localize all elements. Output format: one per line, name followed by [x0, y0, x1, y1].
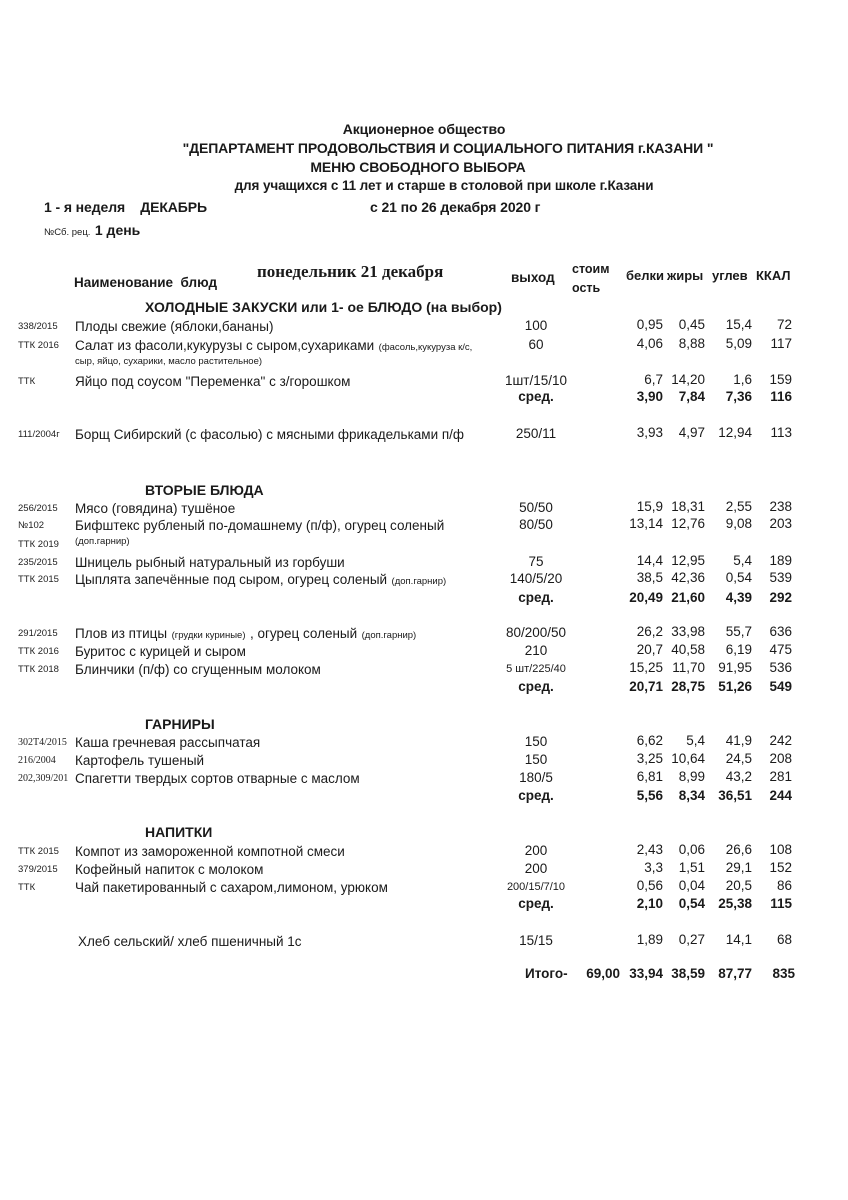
dish-kcal: 281: [769, 769, 792, 784]
dish-carbs: 24,5: [725, 751, 752, 766]
dish-protein: 15,9: [636, 499, 663, 514]
dish-protein: 0,56: [636, 878, 663, 893]
dish-fat: 12,76: [671, 516, 705, 531]
dish-name: Картофель тушеный: [75, 753, 205, 768]
dish-yield: 140/5/20: [509, 571, 563, 586]
recipe-code: ТТК 2018: [18, 664, 59, 675]
dish-protein: 4,06: [636, 336, 663, 351]
avg-kcal: 244: [769, 788, 792, 803]
dish-name-line: [75, 554, 345, 572]
dish-carbs: 55,7: [725, 624, 752, 639]
dish-yield: 100: [524, 318, 548, 333]
bread-kcal: 68: [776, 932, 792, 947]
recipe-code-secondary: ТТК 2019: [18, 539, 59, 550]
recipe-day-line: [44, 222, 140, 240]
avg-fat: 21,60: [671, 590, 705, 605]
recipe-code: ТТК: [18, 376, 36, 387]
dish-carbs: 2,55: [725, 499, 752, 514]
recipe-code: 256/2015: [18, 503, 58, 514]
dish-yield: 150: [524, 752, 548, 767]
dish-kcal: 539: [769, 570, 792, 585]
dish-kcal: 189: [769, 553, 792, 568]
dish-protein: 3,25: [636, 751, 663, 766]
bread-carbs: 14,1: [725, 932, 752, 947]
avg-protein: 2,10: [636, 896, 663, 911]
dish-kcal: 238: [769, 499, 792, 514]
recipe-no-label: №Сб. рец.: [44, 227, 91, 238]
dish-carbs: 29,1: [725, 860, 752, 875]
avg-label: сред.: [518, 788, 554, 803]
dish-yield: 150: [524, 734, 548, 749]
dish-carbs: 20,5: [725, 878, 752, 893]
total-protein: 33,94: [629, 966, 663, 981]
avg-protein: 5,56: [636, 788, 663, 803]
dish-fat: 0,45: [678, 317, 705, 332]
total-fat: 38,59: [671, 966, 705, 981]
avg-kcal: 116: [770, 389, 792, 404]
bread-protein: 1,89: [636, 932, 663, 947]
section-title-drinks: НАПИТКИ: [145, 824, 213, 840]
dish-carbs: 9,08: [725, 516, 752, 531]
dish-name-tail: , огурец соленый: [249, 626, 358, 641]
dish-note: (фасоль,кукуруза к/с,: [378, 342, 473, 353]
dish-name: Спагетти твердых сортов отварные с маслом: [75, 771, 360, 786]
dish-name: Каша гречневая рассыпчатая: [75, 735, 261, 750]
dish-fat: 8,99: [678, 769, 705, 784]
dish-name-line: [75, 879, 388, 897]
recipe-code: 235/2015: [18, 557, 58, 568]
avg-fat: 0,54: [678, 896, 705, 911]
col-kcal-header: ККАЛ: [756, 268, 791, 283]
dish-name-line: [75, 318, 273, 336]
recipe-code: ТТК 2016: [18, 646, 59, 657]
dish-carbs: 12,94: [718, 425, 752, 440]
dish-name: Мясо (говядина) тушёное: [75, 501, 236, 516]
dish-kcal: 208: [769, 751, 792, 766]
dish-protein: 6,7: [644, 372, 663, 387]
dish-name-line: [75, 843, 345, 861]
dish-yield: 210: [524, 643, 548, 658]
dish-name-line: [75, 517, 444, 535]
dish-note: (грудки куриные): [171, 630, 246, 641]
dish-carbs: 5,4: [733, 553, 752, 568]
dish-name-line: [75, 373, 350, 391]
avg-fat: 7,84: [678, 389, 705, 404]
avg-kcal: 115: [770, 896, 792, 911]
dish-name-line: [75, 625, 416, 643]
dish-name: Цыплята запечённые под сыром, огурец соленый: [75, 572, 388, 587]
dish-name: Плов из птицы: [75, 626, 168, 641]
section-title-cold: ХОЛОДНЫЕ ЗАКУСКИ или 1- ое БЛЮДО (на выбор): [145, 299, 502, 315]
dish-name-line: [75, 500, 235, 518]
dish-fat: 40,58: [671, 642, 705, 657]
dish-name-line: [75, 337, 472, 355]
avg-protein: 20,49: [629, 590, 663, 605]
dish-name: Компот из замороженной компотной смеси: [75, 844, 345, 859]
section-title-sides: ГАРНИРЫ: [145, 716, 215, 732]
avg-label: сред.: [518, 590, 554, 605]
day-label: 1 день: [94, 222, 141, 238]
dish-kcal: 242: [769, 733, 792, 748]
col-cost-header-1: стоим: [572, 262, 610, 276]
recipe-code: 338/2015: [18, 321, 58, 332]
avg-fat: 28,75: [671, 679, 705, 694]
avg-protein: 20,71: [629, 679, 663, 694]
dish-name: Чай пакетированный с сахаром,лимоном, урюком: [75, 880, 388, 895]
dish-kcal: 72: [776, 317, 792, 332]
avg-label: сред.: [518, 896, 554, 911]
audience-line: для учащихся с 11 лет и старше в столовой при школе г.Казани: [234, 178, 654, 193]
col-carbs-header: углев: [712, 268, 748, 283]
dish-kcal: 86: [776, 878, 792, 893]
dish-name: Борщ Сибирский (с фасолью) с мясными фрикадельками п/ф: [75, 427, 465, 442]
dish-protein: 3,93: [636, 425, 663, 440]
dish-name: Кофейный напиток с молоком: [75, 862, 264, 877]
dish-yield: 1шт/15/10: [504, 373, 568, 388]
col-protein-header: белки: [626, 268, 665, 283]
dish-kcal: 475: [769, 642, 792, 657]
dish-yield: 80/200/50: [505, 625, 567, 640]
dish-protein: 6,62: [636, 733, 663, 748]
dish-fat: 0,04: [678, 878, 705, 893]
avg-fat: 8,34: [678, 788, 705, 803]
dish-yield: 80/50: [519, 517, 553, 532]
dish-kcal: 636: [769, 624, 792, 639]
dish-name-line: [75, 426, 464, 444]
dish-name-line: [75, 752, 204, 770]
avg-protein: 3,90: [636, 389, 663, 404]
dish-kcal: 113: [770, 425, 792, 440]
dish-protein: 6,81: [636, 769, 663, 784]
dish-name-line: [75, 661, 321, 679]
col-fat-header: жиры: [667, 268, 704, 283]
dish-kcal: 117: [770, 336, 792, 351]
dish-carbs: 91,95: [718, 660, 752, 675]
avg-carbs: 4,39: [725, 590, 752, 605]
col-name-header: Наименование блюд: [74, 275, 218, 290]
dish-protein: 13,14: [629, 516, 663, 531]
recipe-code: 111/2004г: [18, 429, 60, 440]
dish-name: Яйцо под соусом "Переменка" с з/горошком: [75, 374, 351, 389]
dish-protein: 0,95: [636, 317, 663, 332]
dish-protein: 15,25: [629, 660, 663, 675]
recipe-code: 216/2004: [18, 755, 56, 766]
dish-note-continued: сыр, яйцо, сухарики, масло растительное): [75, 356, 263, 367]
dish-kcal: 159: [769, 372, 792, 387]
dish-name-line: [75, 861, 263, 879]
avg-kcal: 549: [769, 679, 792, 694]
period-label: с 21 по 26 декабря 2020 г: [370, 199, 541, 215]
dish-note: (доп.гарнир): [391, 576, 447, 587]
dish-protein: 26,2: [636, 624, 663, 639]
bread-yield: 15/15: [519, 933, 553, 948]
dish-name: Салат из фасоли,кукурузы с сыром,сухариками: [75, 338, 375, 353]
org-type: Акционерное общество: [342, 121, 506, 137]
dish-name: Буритос с курицей и сыром: [75, 644, 246, 659]
dish-yield: 50/50: [519, 500, 553, 515]
dish-name-line: [75, 643, 246, 661]
avg-carbs: 36,51: [718, 788, 752, 803]
dish-yield: 75: [528, 554, 544, 569]
dish-yield: 200: [524, 843, 548, 858]
recipe-code: ТТК 2016: [18, 340, 59, 351]
dish-protein: 38,5: [636, 570, 663, 585]
dish-name-line: [75, 734, 260, 752]
dish-note-tail: (доп.гарнир): [361, 630, 417, 641]
dish-carbs: 41,9: [725, 733, 752, 748]
avg-label: сред.: [518, 389, 554, 404]
dish-kcal: 203: [769, 516, 792, 531]
dish-fat: 18,31: [671, 499, 705, 514]
recipe-code: 291/2015: [18, 628, 58, 639]
dish-fat: 4,97: [678, 425, 705, 440]
total-kcal: 835: [772, 966, 795, 981]
section-title-mains: ВТОРЫЕ БЛЮДА: [145, 482, 264, 498]
bread-fat: 0,27: [678, 932, 705, 947]
total-carbs: 87,77: [718, 966, 752, 981]
col-cost-header-2: ость: [572, 281, 601, 295]
dish-fat: 14,20: [671, 372, 705, 387]
recipe-code: ТТК 2015: [18, 846, 59, 857]
dish-name: Бифштекс рубленый по-домашнему (п/ф), огурец соленый: [75, 518, 445, 533]
dish-fat: 1,51: [678, 860, 705, 875]
dish-yield: 60: [528, 337, 544, 352]
dish-fat: 12,95: [671, 553, 705, 568]
dish-carbs: 6,19: [725, 642, 752, 657]
recipe-code: 302Т4/2015: [18, 737, 67, 748]
avg-carbs: 51,26: [718, 679, 752, 694]
dish-fat: 33,98: [671, 624, 705, 639]
dish-fat: 11,70: [672, 660, 705, 675]
org-name: "ДЕПАРТАМЕНТ ПРОДОВОЛЬСТВИЯ И СОЦИАЛЬНОГО ПИТАНИЯ г.КАЗАНИ ": [182, 140, 714, 156]
dish-fat: 42,36: [671, 570, 705, 585]
dish-yield: 200/15/7/10: [506, 881, 566, 893]
day-title: понедельник 21 декабря: [257, 262, 444, 281]
dish-protein: 2,43: [636, 842, 663, 857]
dish-fat: 0,06: [678, 842, 705, 857]
dish-yield: 5 шт/225/40: [506, 663, 566, 675]
dish-carbs: 26,6: [725, 842, 752, 857]
recipe-code: 202,309/201: [18, 773, 69, 784]
dish-kcal: 536: [769, 660, 792, 675]
dish-note-continued: (доп.гарнир): [75, 536, 130, 547]
total-label: Итого-: [525, 966, 568, 981]
dish-carbs: 43,2: [725, 769, 752, 784]
dish-yield: 180/5: [519, 770, 553, 785]
recipe-code: 379/2015: [18, 864, 58, 875]
dish-fat: 5,4: [686, 733, 705, 748]
menu-title: МЕНЮ СВОБОДНОГО ВЫБОРА: [310, 159, 526, 175]
dish-kcal: 152: [769, 860, 792, 875]
recipe-code: ТТК 2015: [18, 574, 59, 585]
dish-kcal: 108: [769, 842, 792, 857]
dish-name-line: [75, 571, 446, 589]
dish-protein: 3,3: [644, 860, 663, 875]
total-cost: 69,00: [586, 966, 620, 981]
dish-fat: 10,64: [671, 751, 705, 766]
dish-name: Плоды свежие (яблоки,бананы): [75, 319, 274, 334]
dish-carbs: 1,6: [733, 372, 752, 387]
dish-name: Шницель рыбный натуральный из горбуши: [75, 555, 345, 570]
recipe-code: ТТК: [18, 882, 36, 893]
dish-name-line: [75, 770, 360, 788]
dish-protein: 20,7: [636, 642, 663, 657]
dish-carbs: 15,4: [725, 317, 752, 332]
dish-protein: 14,4: [636, 553, 663, 568]
dish-name: Блинчики (п/ф) со сгущенным молоком: [75, 662, 321, 677]
dish-carbs: 5,09: [725, 336, 752, 351]
avg-kcal: 292: [769, 590, 792, 605]
dish-yield: 200: [524, 861, 548, 876]
dish-carbs: 0,54: [725, 570, 752, 585]
avg-carbs: 7,36: [725, 389, 752, 404]
col-yield-header: выход: [511, 270, 555, 285]
dish-fat: 8,88: [678, 336, 705, 351]
dish-yield: 250/11: [515, 426, 557, 441]
avg-carbs: 25,38: [718, 896, 752, 911]
week-label: 1 - я неделя ДЕКАБРЬ: [44, 199, 207, 215]
avg-label: сред.: [518, 679, 554, 694]
recipe-code: №102: [18, 520, 45, 531]
bread-name: Хлеб сельский/ хлеб пшеничный 1с: [78, 934, 302, 949]
